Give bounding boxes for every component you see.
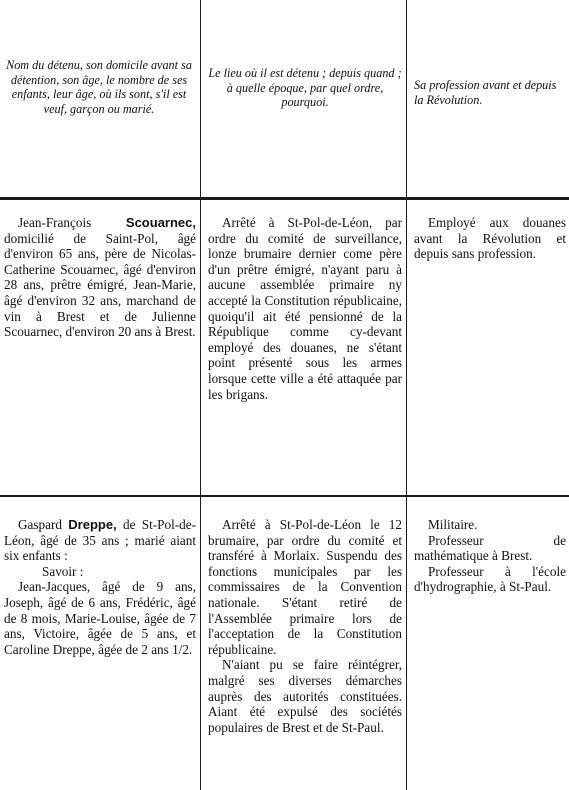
- row2-arrest-text: Arrêté à St-Pol-de-Léon le 12 brumaire, par ordre du comité et transféré à Morlaix. Suspendu des fonctions municipales par les commissaires de la Convention nationale. S'étant retiré de l'Assemblée primaire lors de l'acceptation de la Constitution républicaine.: [208, 517, 402, 657]
- header-profession: Sa profession avant et depuis la Révolution.: [414, 78, 557, 107]
- row1-detainee: [4, 215, 196, 340]
- row1-detainee-details: domicilié de Saint-Pol, âgé d'environ 65 ans, père de Nicolas-Catherine Scouarnec, âgé d'environ 28 ans, prêtre émigré, Jean-Marie, âgé d'environ 32 ans, marchand de vin à Brest et de Julienne Scouarnec, d'environ 20 ans à Brest.: [4, 230, 196, 340]
- row2-first-name: Gaspard: [18, 517, 62, 532]
- header-rule: [0, 197, 569, 200]
- header-detainee: Nom du détenu, son domicile avant sa détention, son âge, le nombre de ses enfants, leur âge, où ils sont, s'il est veuf, garçon ou marié.: [6, 58, 192, 116]
- header-location: Le lieu où il est détenu ; depuis quand ; à quelle époque, par quel ordre, pourquoi.: [208, 66, 402, 110]
- row1-location: [208, 215, 402, 402]
- row2-surname: Dreppe,: [68, 517, 117, 532]
- row1-first-name: Jean-François: [18, 215, 92, 230]
- row1-profession: [414, 215, 566, 262]
- row2-savoir: Savoir :: [42, 563, 84, 579]
- row1-arrest-text: Arrêté à St-Pol-de-Léon, par ordre du comité de surveillance, lonze brumaire dernier come père d'un prêtre émigré, n'ayant paru à aucune assemblée primaire ny accepté la Constitution républicaine, quoiqu'il ait été pensionné de la République comme cy-devant employé des douanes, ne s'étant point présenté sous les armes lorsque cette ville a été attaquée par les brigans.: [208, 215, 402, 402]
- row2-detainee-details: de St-Pol-de-Léon, âgé de 35 ans ; marié aiant six enfants :: [4, 517, 196, 564]
- column-divider-2: [406, 0, 407, 790]
- row-rule: [0, 495, 569, 497]
- row2-profession-hydro: Professeur à l'école d'hydrographie, à St-Paul.: [414, 563, 566, 595]
- row2-profession-military: Militaire.: [428, 517, 478, 532]
- row2-profession: [414, 517, 566, 595]
- row1-surname: Scouarnec,: [125, 215, 196, 230]
- row2-detainee: [4, 517, 196, 657]
- row2-children: Jean-Jacques, âgé de 9 ans, Joseph, âgé de 6 ans, Frédéric, âgé de 8 mois, Marie-Louise, âgée de 7 ans, Victoire, âgée de 5 ans, et Caroline Dreppe, âgée de 2 ans 1/2.: [4, 579, 196, 657]
- column-divider-1: [200, 0, 201, 790]
- row2-profession-math: Professeur de mathématique à Brest.: [414, 532, 566, 564]
- row2-location: [208, 517, 402, 735]
- row2-expulsion-text: N'aiant pu se faire réintégrer, malgré ses diverses démarches auprès des autorités constituées. Aiant été expulsé des sociétés populaires de Brest et de St-Paul.: [208, 657, 402, 735]
- row1-profession-text: Employé aux douanes avant la Révolution et depuis sans profession.: [414, 215, 566, 262]
